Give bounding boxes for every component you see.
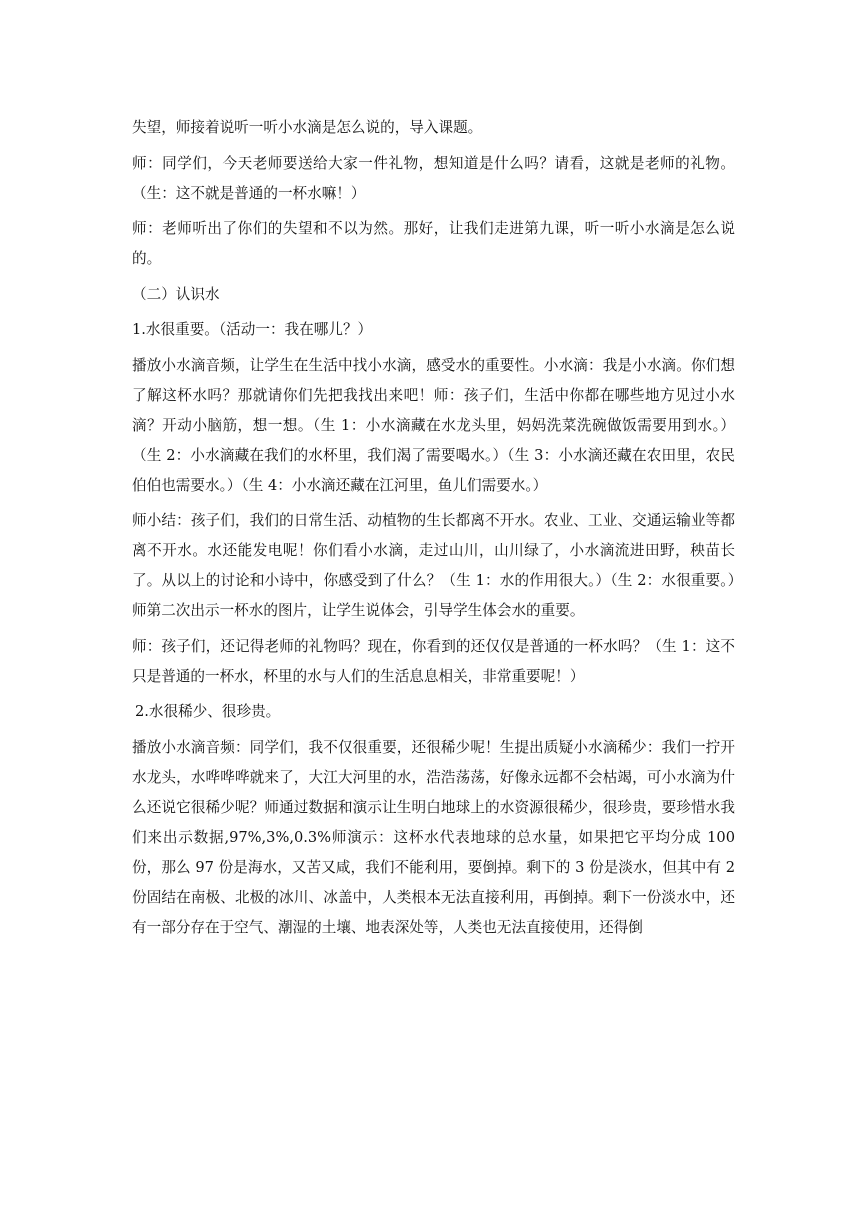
subsection-heading: 2.水很稀少、很珍贵。 <box>135 703 281 720</box>
paragraph: 师小结：孩子们，我们的日常生活、动植物的生长都离不开水。农业、工业、交通运输业等都离不开水。水还能发电呢！你们看小水滴，走过山川，山川绿了，小水滴流进田野，秧苗长了。从以上的讨论和小诗中，你感受到了什么？（生 1：水的作用很大。）（生 2：水很重要。）师第二次出示一杯水的图片，让学生说体会，引导学生体会水的重要。 <box>132 512 735 619</box>
section-heading: （二）认识水 <box>132 285 220 303</box>
subsection-heading: 1.水很重要。（活动一：我在哪儿？） <box>132 321 373 338</box>
paragraph: 师：孩子们，还记得老师的礼物吗？现在，你看到的还仅仅是普通的一杯水吗？（生 1：这不只是普通的一杯水，杯里的水与人们的生活息息相关，非常重要呢！） <box>132 637 735 685</box>
paragraph: 失望，师接着说听一听小水滴是怎么说的，导入课题。 <box>132 119 483 136</box>
paragraph: 师：同学们，今天老师要送给大家一件礼物，想知道是什么吗？请看，这就是老师的礼物。（生：这不就是普通的一杯水嘛！） <box>132 154 735 202</box>
document-body <box>132 113 735 948</box>
paragraph: 播放小水滴音频，让学生在生活中找小水滴，感受水的重要性。小水滴：我是小水滴。你们想了解这杯水吗？那就请你们先把我找出来吧！师：孩子们，生活中你都在哪些地方见过小水滴？开动小脑筋，想一想。（生 1：小水滴藏在水龙头里，妈妈洗菜洗碗做饭需要用到水。）（生 2：小水滴藏在我们的水杯里，我们渴了需要喝水。）（生 3：小水滴还藏在农田里，农民伯伯也需要水。）（生 4：小水滴还藏在江河里，鱼儿们需要水。） <box>132 356 735 494</box>
paragraph: 播放小水滴音频：同学们，我不仅很重要，还很稀少呢！生提出质疑小水滴稀少：我们一拧开水龙头，水哗哗哗就来了，大江大河里的水，浩浩荡荡，好像永远都不会枯竭，可小水滴为什么还说它很稀少呢？师通过数据和演示让生明白地球上的水资源很稀少，很珍贵，要珍惜水我们来出示数据,97%,3%,0.3%师演示：这杯水代表地球的总水量，如果把它平均分成 100 份，那么 97 份是海水，又苦又咸，我们不能利用，要倒掉。剩下的 3 份是淡水，但其中有 2 份固结在南极、北极的冰川、冰盖中，人类根本无法直接利用，再倒掉。剩下一份淡水中，还有一部分存在于空气、潮湿的土壤、地表深处等，人类也无法直接使用，还得倒 <box>132 738 735 936</box>
paragraph: 师：老师听出了你们的失望和不以为然。那好，让我们走进第九课，听一听小水滴是怎么说的。 <box>132 220 735 267</box>
